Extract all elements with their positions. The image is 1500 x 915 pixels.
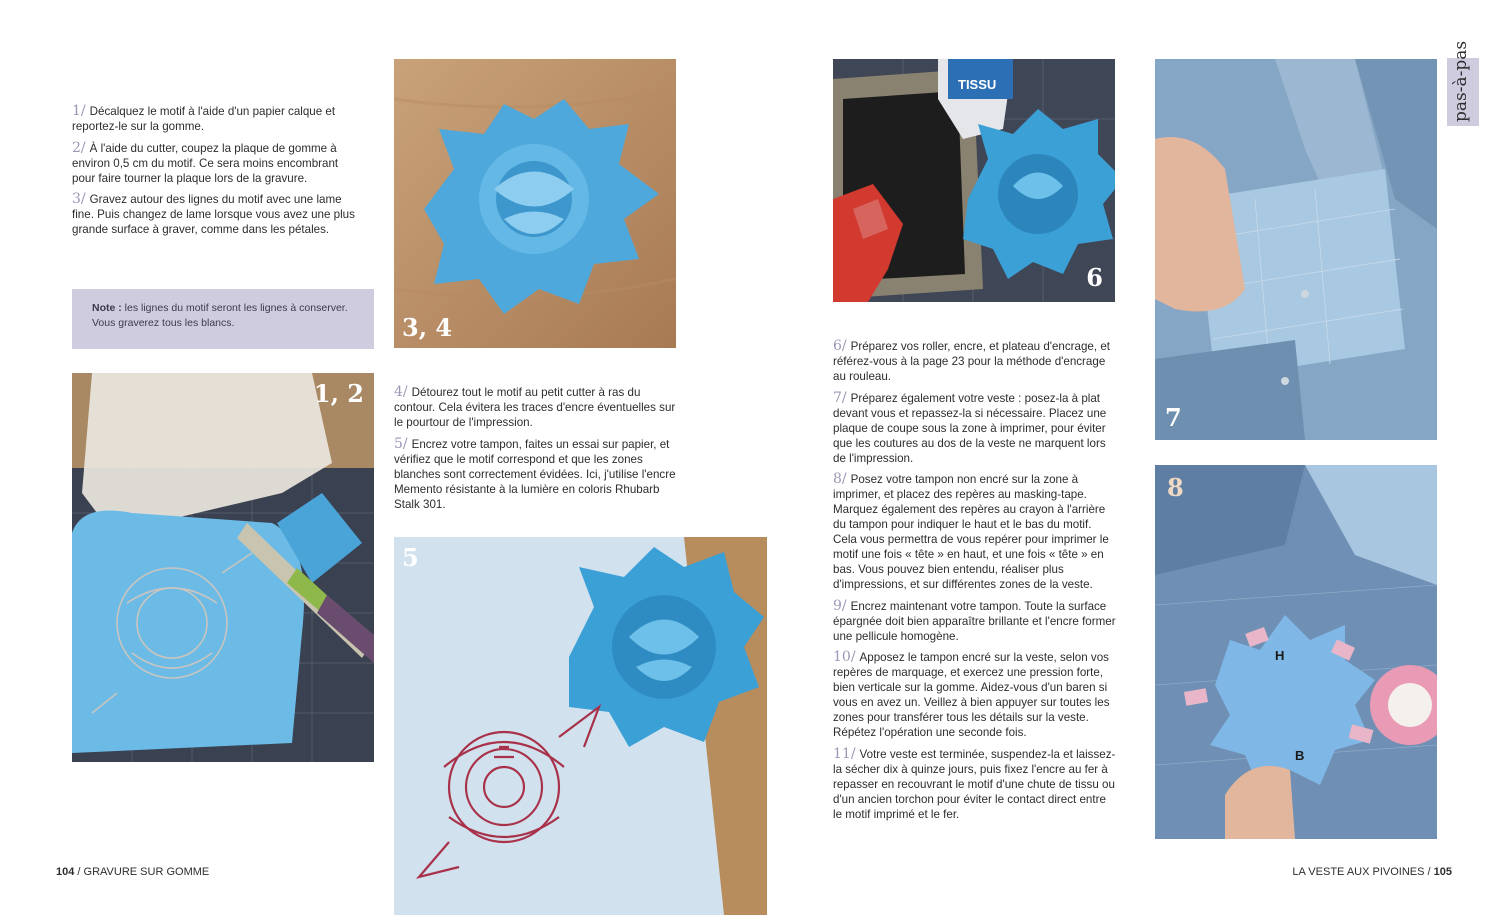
tag-b: B: [1295, 748, 1305, 763]
photo-label-7: 7: [1165, 403, 1182, 432]
photo-label-8: 8: [1167, 473, 1184, 502]
photo-label-5: 5: [402, 543, 419, 572]
step-9: 9/ Encrez maintenant votre tampon. Toute la surface épargnée doit bien apparaître brillante et l'encre former une pellicule homogène.: [833, 597, 1116, 643]
photo-ink-setup: [833, 59, 1115, 302]
photo-label-3-4: 3, 4: [402, 313, 453, 342]
photo-label-1-2: 1, 2: [313, 379, 364, 408]
step-4: 4/ Détourez tout le motif au petit cutter à ras du contour. Cela évitera les traces d'encre éventuelles sur le pourtour de l'impression.: [394, 384, 676, 429]
photo-traced-motif: [72, 373, 374, 762]
photo-test-print: [394, 537, 767, 915]
step-11: 11/ Votre veste est terminée, suspendez-la et laissez-la sécher dix à quinze jours, puis fixez l'encre au fer à repasser en recouvrant le motif d'une chute de tissu ou d'un ancien torchon pour éviter le contact direct entre le motif imprimé et le fer.: [833, 745, 1116, 821]
chapter-title: / GRAVURE SUR GOMME: [77, 866, 210, 878]
steps-4-5: [394, 385, 679, 518]
stamp-placement-illustration: [1155, 465, 1437, 839]
test-print-illustration: [394, 537, 767, 915]
step-10: 10/ Apposez le tampon encré sur la veste, selon vos repères de marquage, et exercez une pression forte, bien verticale sur la gomme. Aidez-vous d'un baren si vous en avez un. Veillez à bien appuyer sur toutes les zones pour transférer tous les détails sur la veste. Répétez l'opération une seconde fois.: [833, 649, 1110, 739]
step-5: 5/ Encrez votre tampon, faites un essai sur papier, et vérifiez que le motif correspond et que les zones blanches sont correctement évidées. Ici, j'utilise l'encre Memento résistante à la lumière en coloris Rhubarb Stalk 301.: [394, 435, 676, 511]
step-3: 3/ Gravez autour des lignes du motif avec une lame fine. Puis changez de lame lorsque vous avez une plus grande surface à graver, comme dans les pétales.: [72, 191, 355, 236]
step-8: 8/ Posez votre tampon non encré sur la zone à imprimer, et placez des repères au masking-tape. Marquez également des repères au crayon à l'arrière du tampon pour indiquer le haut et le bas du motif. Cela vous permettra de vous repérer pour imprimer le motif une fois « tête » en haut, et une fois « tête » en bas. Vous pouvez bien entendu, réaliser plus d'impressions, et sur différentes zones de la veste.: [833, 471, 1109, 591]
note-text: les lignes du motif seront les lignes à conserver. Vous graverez tous les blancs.: [92, 302, 348, 329]
traced-motif-illustration: [72, 373, 374, 762]
page-number-right: 105: [1433, 866, 1452, 878]
photo-carved-eraser: [394, 59, 676, 348]
photo-stamp-placement: [1155, 465, 1437, 839]
step-7: 7/ Préparez également votre veste : posez-la à plat devant vous et repassez-la si nécessaire. Placez une plaque de coupe sous la zone à imprimer, pour éviter que les coutures au dos de la veste ne marquent lors de l'impression.: [833, 389, 1107, 465]
photo-jacket-plate: [1155, 59, 1437, 440]
steps-1-3: [72, 104, 357, 244]
ink-setup-illustration: [833, 59, 1115, 302]
project-title: LA VESTE AUX PIVOINES /: [1292, 866, 1431, 878]
step-2: 2/ À l'aide du cutter, coupez la plaque de gomme à environ 0,5 cm du motif. Ce sera moins encombrant pour faire tourner la plaque lors de la gravure.: [72, 139, 339, 185]
steps-6-11: [833, 339, 1118, 828]
note-box: [72, 289, 374, 349]
folio-right: [1292, 866, 1452, 878]
page-number-left: 104: [56, 866, 75, 878]
folio-left: [56, 866, 209, 878]
carved-eraser-illustration: [394, 59, 676, 348]
step-1: 1/ Décalquez le motif à l'aide d'un papier calque et reportez-le sur la gomme.: [72, 103, 336, 133]
tube-label: TISSU: [958, 77, 997, 92]
step-6: 6/ Préparez vos roller, encre, et plateau d'encrage, et référez-vous à la page 23 pour la méthode d'encrage au rouleau.: [833, 338, 1110, 383]
side-tab-label: pas-à-pas: [1451, 40, 1471, 122]
jacket-plate-illustration: [1155, 59, 1437, 440]
note-label: Note :: [92, 302, 122, 314]
photo-label-6: 6: [1086, 263, 1103, 292]
tag-h: H: [1275, 648, 1285, 663]
